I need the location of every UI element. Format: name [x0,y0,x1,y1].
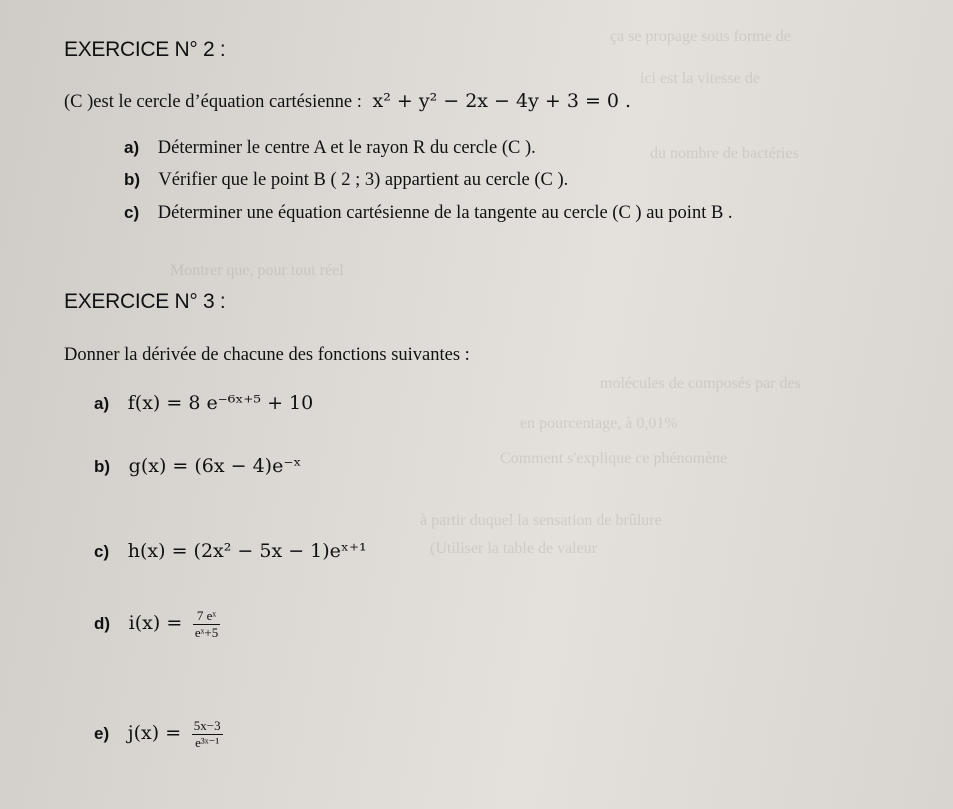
exercise3-item-e [94,718,223,751]
function-h: h(x) = (2x² − 5x − 1)eˣ⁺¹ [127,540,367,562]
exercise3-instruction: Donner la dérivée de chacune des fonctions suivantes : [64,345,470,365]
function-i-fraction [193,608,220,641]
function-j-fraction [192,718,223,751]
bleed-through-text: Comment s'explique ce phénomène [500,450,728,467]
bleed-through-text: en pourcentage, à 0,01% [520,415,678,432]
item-text: Déterminer une équation cartésienne de la tangente au cercle (C ) au point B . [157,203,733,223]
bleed-through-text: (Utiliser la table de valeur [430,540,598,557]
exercise2-title: EXERCICE N° 2 : [64,38,226,61]
fraction-denominator: e³ˣ⁻¹ [195,735,220,750]
function-f: f(x) = 8 e⁻⁶ˣ⁺⁵ + 10 [127,392,314,414]
bleed-through-text: molécules de composés par des [600,375,801,392]
exercise3-title: EXERCICE N° 3 : [64,290,226,313]
bleed-through-text: ici est la vitesse de [640,70,760,87]
function-i-lhs: i(x) = [128,611,183,634]
statement-text: (C )est le cercle d’équation cartésienne : [64,92,362,112]
item-label: c) [124,203,140,222]
bleed-through-text: ça se propage sous forme de [610,28,791,45]
item-label: a) [94,394,110,413]
bleed-through-text: du nombre de bactéries [650,145,799,162]
exercise2-statement [64,90,631,113]
fraction-numerator: 5x−3 [193,718,221,733]
item-text: Vérifier que le point B ( 2 ; 3) appartient au cercle (C ). [158,170,569,190]
exercise2-item-a [124,138,536,159]
bleed-through-text: à partir duquel la sensation de brûlure [420,512,662,529]
function-g: g(x) = (6x − 4)e⁻ˣ [128,455,302,477]
item-label: c) [94,542,110,561]
exercise3-item-b [94,455,301,478]
exercise3-item-c [94,540,367,563]
exercise3-item-a [94,392,313,415]
fraction-denominator: eˣ+5 [194,625,219,640]
exercise2-item-c [124,203,733,224]
bleed-through-text: Montrer que, pour tout réel [170,262,344,279]
item-label: b) [124,170,141,189]
item-label: e) [94,723,110,743]
exercise2-item-b [124,170,568,191]
item-label: a) [124,138,140,157]
fraction-numerator: 7 eˣ [193,608,220,625]
function-j-lhs: j(x) = [127,721,182,744]
circle-equation: x² + y² − 2x − 4y + 3 = 0 . [372,90,632,112]
item-label: d) [94,613,111,633]
item-label: b) [94,457,111,476]
item-text: Déterminer le centre A et le rayon R du cercle (C ). [157,138,536,158]
exercise3-item-d [94,608,220,641]
